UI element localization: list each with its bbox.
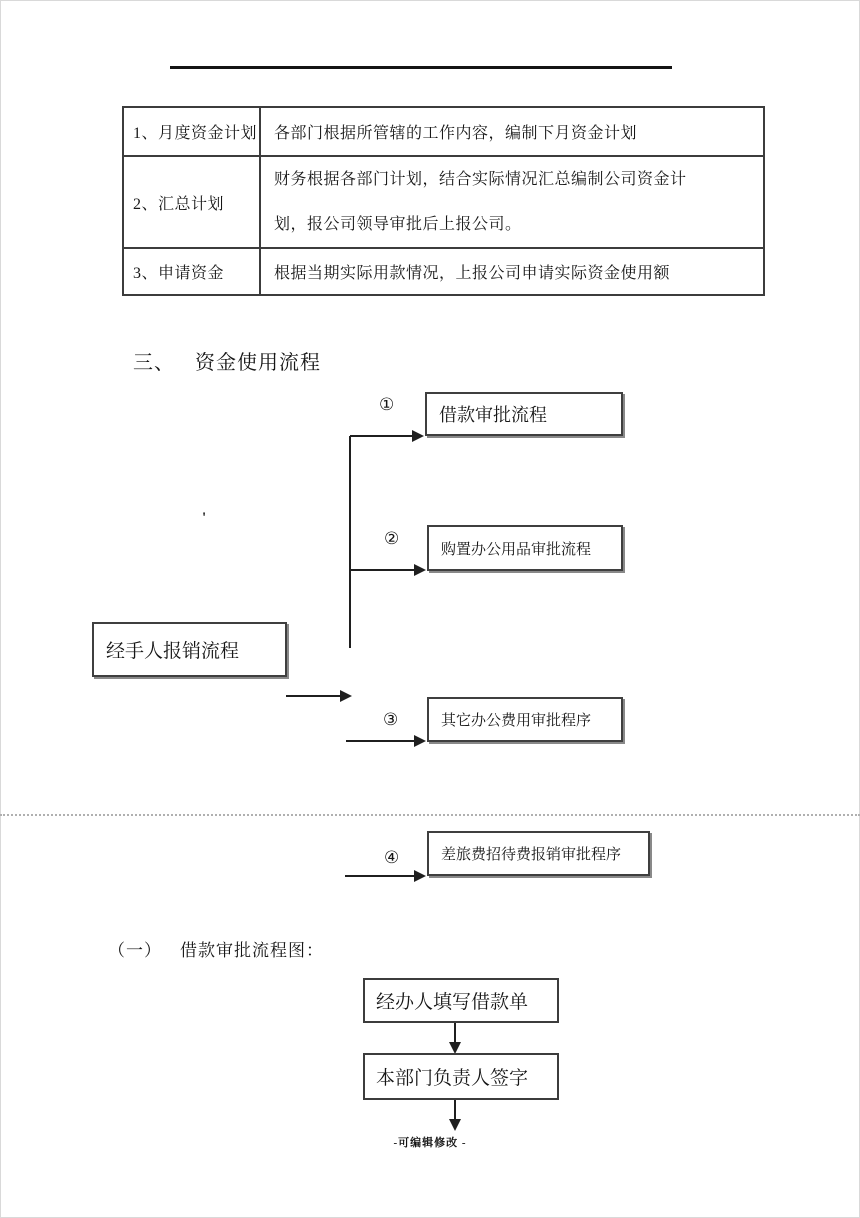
branch4-number: ④ (384, 848, 400, 867)
row3-item: 3、申请资金 (133, 265, 225, 282)
loan-step2-box (363, 1053, 559, 1100)
branch4-box (427, 831, 650, 876)
subsection-title: 借款审批流程图： (180, 941, 324, 960)
table-row (123, 107, 764, 156)
page-break-dotted-line (0, 814, 860, 816)
subsection-number: （一） (108, 941, 162, 960)
loan-step2-label: 本部门负责人签字 (376, 1068, 529, 1089)
arrow-branch1 (350, 430, 424, 442)
section-heading (133, 346, 321, 375)
branch3-box (427, 697, 623, 742)
arrow-step1-to-step2 (449, 1023, 461, 1054)
branch2-number: ② (384, 529, 400, 548)
branch1-box (425, 392, 623, 436)
table-cell-item (123, 156, 260, 248)
source-label: 经手人报销流程 (106, 641, 240, 662)
branch2-label: 购置办公用品审批流程 (441, 541, 592, 558)
table-row (123, 156, 764, 248)
arrow-step2-down (449, 1100, 461, 1131)
top-horizontal-rule (170, 66, 672, 69)
branch4-label: 差旅费招待费报销审批程序 (441, 847, 622, 863)
section-number: 三、 (133, 352, 175, 374)
arrow-branch4 (345, 870, 426, 882)
funding-plan-table (122, 106, 765, 296)
branch2-box (427, 525, 623, 571)
arrow-source-to-trunk (286, 690, 352, 702)
subsection-heading (108, 936, 324, 961)
arrow-branch3 (346, 735, 426, 747)
loan-step1-box (363, 978, 559, 1023)
arrow-branch2 (350, 564, 426, 576)
table-cell-item (123, 107, 260, 156)
table-cell-desc (260, 248, 764, 295)
branch1-number: ① (379, 395, 395, 414)
branch3-label: 其它办公费用审批程序 (441, 713, 592, 729)
section-title: 资金使用流程 (195, 352, 321, 374)
loan-step1-label: 经办人填写借款单 (376, 992, 529, 1013)
row1-desc: 各部门根据所管辖的工作内容，编制下月资金计划 (274, 125, 638, 142)
row2-item: 2、汇总计划 (133, 195, 225, 213)
row3-desc: 根据当期实际用款情况，上报公司申请实际资金使用额 (274, 265, 671, 282)
table-cell-desc (260, 156, 764, 248)
branch1-label: 借款审批流程 (439, 405, 547, 425)
table-row (123, 248, 764, 295)
table-cell-item (123, 248, 260, 295)
footer-text: -可编辑修改 - (393, 1137, 467, 1149)
row1-item: 1、月度资金计划 (133, 125, 258, 142)
branch3-number: ③ (383, 710, 399, 729)
source-box (92, 622, 287, 677)
row2-desc: 财务根据各部门计划，结合实际情况汇总编制公司资金计划，报公司领导审批后上报公司。 (274, 171, 687, 233)
stray-mark: ' (202, 510, 207, 526)
table-cell-desc (260, 107, 764, 156)
